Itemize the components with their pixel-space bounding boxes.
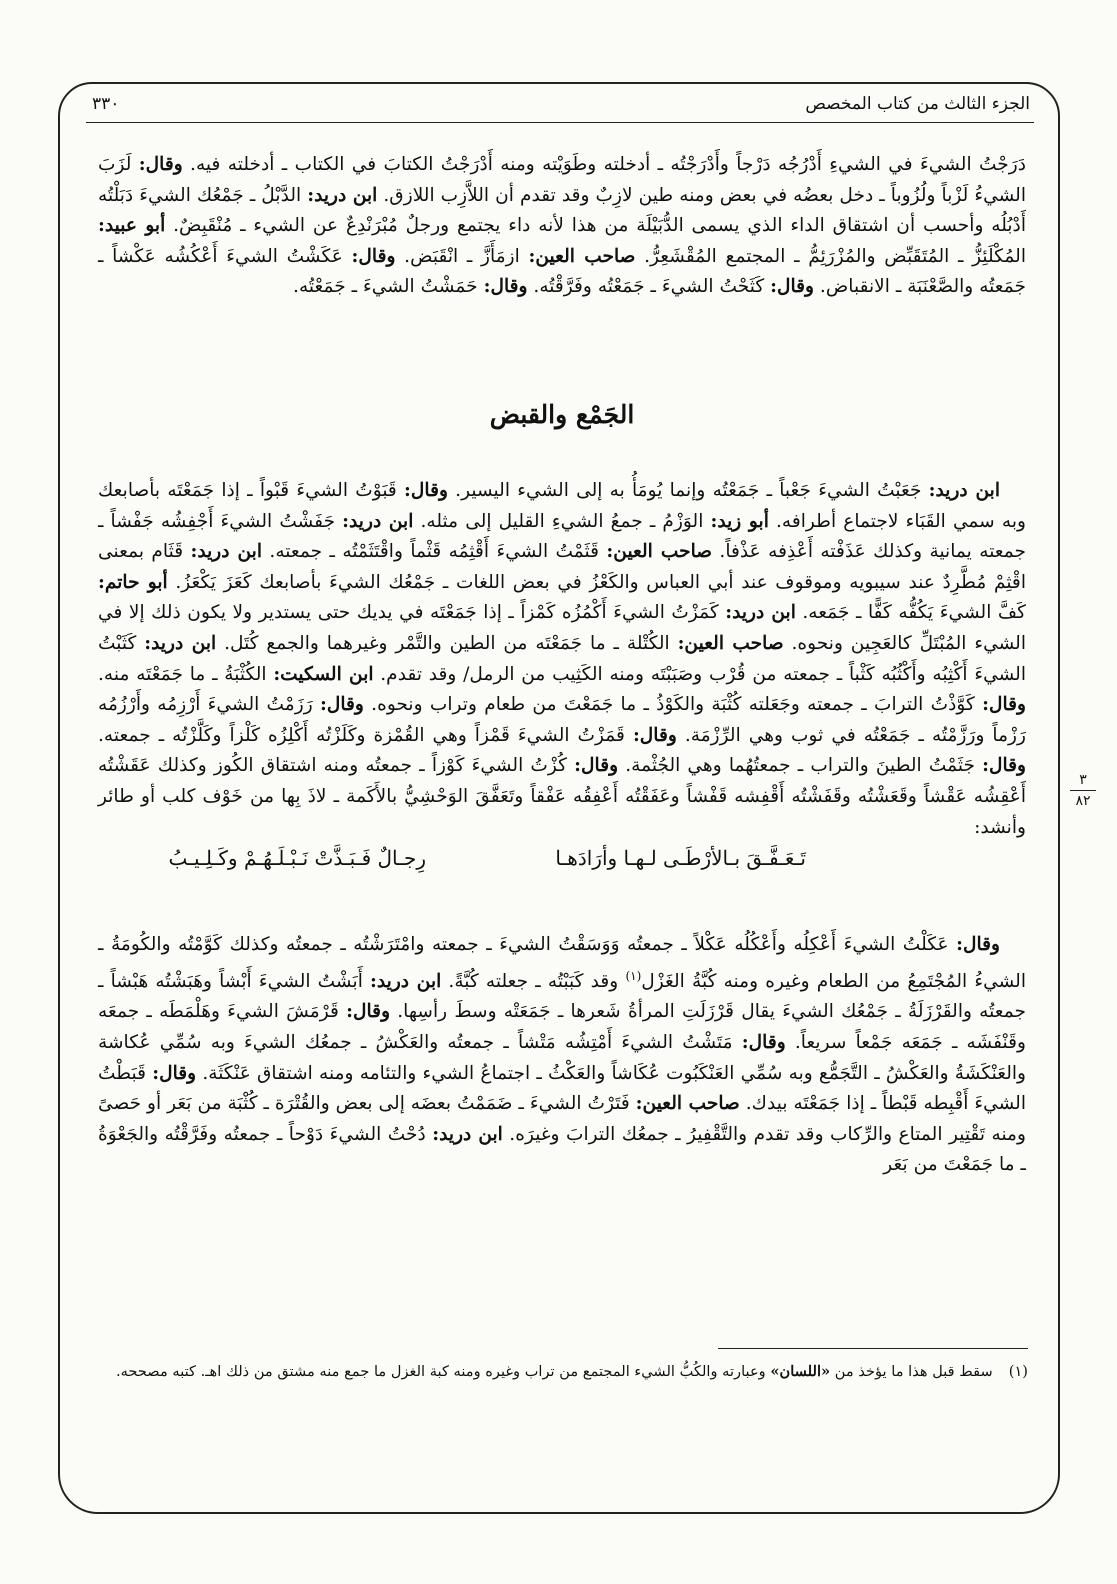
text-run: المُكْلَئِزُّ ـ المُتَقَبِّض والمُزْرَئِمُّ ـ المجتمع المُقْشَعِرُّ. bbox=[635, 245, 1027, 267]
text-run: مَتَشْتُ الشيءَ أَمْتِشُه مَتْشاً ـ جمعتُه والعَكْشُ ـ جمعُك الشيءَ وبه سُمِّي عُكاشة والعَنْكَشَةُ والعَكْشُ ـ التَّجَمُّع وبه سُمِّي العَنْكَبُوت عُكَاشاً والعَكْثُ ـ اجتماعُ الشيء والتئامه ومنه اشتقاق عَنْكَثَة. bbox=[98, 1031, 1027, 1084]
text-run: دُحْتُ الشيءَ دَوْحاً ـ جمعتُه وفَرَّقْتُه والجَعْوَةُ ـ ما جَمَعْتَ من بَعَر bbox=[98, 1123, 1026, 1176]
text-run: الكُثْبَةُ ـ ما جَمَعْتَه منه. bbox=[98, 663, 274, 685]
margin-reference bbox=[1066, 772, 1100, 809]
footnote-text-before: سقط قبل هذا ما يؤخذ من bbox=[830, 1363, 993, 1380]
text-run: قَثَمْتُ الشيءَ أَقْثِمُه قَثْماً واقْتَثَمْتُه ـ جمعته. bbox=[262, 541, 607, 563]
speaker-label: ابن دريد: bbox=[144, 632, 217, 654]
speaker-label: وقال: bbox=[741, 1031, 786, 1053]
margin-reference-bottom: ٨٢ bbox=[1075, 793, 1091, 809]
text-run: قَبَوْتُ الشيءَ قَبْواً ـ إذا جَمَعْتَه بأصابعك وبه سمي القَبَاء لاجتماع أطرافه. bbox=[98, 480, 1026, 532]
speaker-label: ابن دريد: bbox=[342, 510, 414, 532]
speaker-label: وقال: bbox=[138, 154, 183, 175]
text-run: حَمَشْتُ الشيءَ ـ جَمَعْتُه. bbox=[293, 276, 484, 298]
text-run: الوَزْمُ ـ جمعُ الشيءِ القليل إلى مثله. bbox=[413, 510, 711, 532]
footnote-source: «اللسان» bbox=[770, 1363, 831, 1380]
speaker-label: وقال: bbox=[982, 694, 1026, 716]
text-run: كَمَزْتُ الشيءَ أَكْمُزُه كَمْزاً ـ إذا جَمَعْتَه في يديك حتى يستدير ولا يكون ذلك إلا في الشيء المُبْتَلِّ كالعَجِين ونحوه. bbox=[98, 602, 1026, 654]
margin-reference-rule bbox=[1070, 790, 1096, 791]
footnote-number: (١) bbox=[1008, 1363, 1028, 1380]
text-run: كَثَبْتُ الشيءَ أَكْثِبُه وأَكْثُبُه كَثْباً ـ جمعته من قُرْب وصَبَبْتَه ومنه الكَثِيب من الرمل/ وقد تقدم. bbox=[98, 632, 1026, 685]
paragraph-3 bbox=[98, 930, 1026, 1181]
speaker-label: ابن دريد: bbox=[432, 1123, 503, 1145]
section-heading: الجَمْع والقبض bbox=[489, 400, 635, 429]
speaker-label: صاحب العين: bbox=[677, 632, 784, 654]
page-number: ٣٣٠ bbox=[92, 94, 120, 114]
footnote bbox=[98, 1360, 1028, 1384]
text-run: أَبَشْتُ الشيءَ أَبْشاً وهَبَشْتُه هَبْشاً ـ جمعتُه والقَرْزَلَةُ ـ جَمْعُك الشيءَ يقال قَرْزَلَتِ المرأةُ شَعرها ـ جَمَعَتْه وسطَ رأسِها. bbox=[98, 970, 1026, 1023]
text-run: فَتَرْتُ الشيءَ ـ ضَمَمْتُ بعضَه إلى بعض والقُتْرَة ـ كُثْبَة من بَعَر أو حَصىً ومنه تَقْتِير المتاع والرِّكاب وقد تقدم والتَّقْفِيرُ ـ جمعُك الترابَ وغيرَه. bbox=[98, 1093, 1026, 1145]
speaker-label: وقال: bbox=[320, 694, 364, 716]
text-run: قَمَزْتُ الشيءَ قَمْزاً وهي القُمْزة وكَلَزْتُه أَكْلِزُه كَلْزاً وكَلَّزْتُه ـ جمعته. bbox=[98, 724, 633, 746]
text-run: قَبَطْتُ الشيءَ أَقْبِطه قَبْطاً ـ إذا جَمَعْتَه بيدك. bbox=[98, 1062, 1026, 1115]
text-run: كَفَّ الشيءَ يَكُفُّه كَفًّا ـ جَمَعه. bbox=[795, 602, 1026, 624]
speaker-label: وقال: bbox=[483, 276, 528, 298]
text-run: وقد كَبَبْتُه ـ جعلته كُبَّةً. bbox=[441, 970, 626, 992]
speaker-label: وقال: bbox=[404, 480, 448, 501]
speaker-label: وقال: bbox=[632, 724, 677, 746]
speaker-label: وقال: bbox=[982, 755, 1026, 777]
speaker-label: وقال: bbox=[770, 276, 814, 298]
speaker-label: وقال: bbox=[152, 1062, 197, 1084]
running-title: الجزء الثالث من كتاب المخصص bbox=[805, 94, 1030, 114]
speaker-label: وقال: bbox=[346, 1001, 391, 1023]
text-run: الكُتْلة ـ ما جَمَعْتَه من الطين والتَّمْر وغيرهما والجمع كُتَل. bbox=[216, 632, 678, 654]
text-run: كُزْتُ الشيءَ كَوْزاً ـ جمعتُه ومنه اشتقاق الكُوز وكذلك عَقَشْتُه أَعْقِشُه عَقْشاً وقَعَشْتُه وقَفَشْتُه أَقْفِشه قَفْشاً وعَفَقْتُه أَعْفِقُه عَفْقاً وتَعَفَّقَ الوَحْشِيُّ بالأَكَمة ـ لاذَ بِها من خَوْف كلب أو طائر وأنشد: bbox=[98, 755, 1026, 838]
text-run: الدَّبْلُ ـ جَمْعُك الشيءَ دَبَلْتُه أَدْبُلُه وأحسب أن اشتقاق الداء الذي يسمى الدُّبَيْلَة من هذا لأنه داء يجتمع ورجلٌ مُبْرَنْدِعٌ عن الشيء ـ مُنْقَبِضٌ. bbox=[98, 184, 1026, 237]
speaker-label: ابن دريد: bbox=[190, 541, 263, 563]
text-run: قَرْمَشَ الشيءَ وهَلْمَطَه ـ جمعَه وقَنْفَشَه ـ جَمَعَه جَمْعاً سريعاً. bbox=[98, 1001, 1026, 1053]
text-run: عَكَشْتُ الشيءَ أَعْكُشُه عَكْشاً ـ جَمَعتُه والصَّعْنَبَة ـ الانقباض. bbox=[98, 245, 1026, 298]
text-run: رَزَمْتُ الشيءَ أَرْزِمُه وأَرْزُمُه رَزْماً ورَزَّمْتُه ـ جَمَعْتُه في ثوب وهي الرِّزْمَة. bbox=[98, 694, 1026, 746]
speaker-label: أبو عبيد: bbox=[98, 215, 166, 237]
verse-hemistich-2: رِجـالٌ فَـبَـذَّتْ نَـبْـلَـهُـمْ وكَـلِـيـبُ bbox=[168, 846, 426, 870]
text-run: جَعَبْتُ الشيءَ جَعْباً ـ جَمَعْتُه وإنما يُومَأُ به إلى الشيء اليسير. bbox=[447, 480, 929, 501]
speaker-label: أبو حاتم: bbox=[98, 571, 168, 593]
footnote-separator bbox=[718, 1348, 1028, 1349]
text-run: عَكَلْتُ الشيءَ أَعْكِلُه وأَعْكُلُه عَكْلاً ـ جمعتُه وَوَسَقْتُ الشيءَ ـ جمعته وامْتَرَشْتُه ـ جمعتُه وكذلك كَوَّمْتُه والكُومَةُ ـ الشيءُ المُجْتَمِعُ من الطعام وغيره ومنه كُبَّةُ الغَزْل bbox=[98, 934, 1026, 992]
speaker-label: أبو زيد: bbox=[710, 510, 769, 532]
text-run: كَوَّذْتُ الترابَ ـ جمعته وجَعَلته كُثْبَة والكَوْذُ ـ ما جَمَعْتَ من طعام وتراب ونحوه. bbox=[363, 694, 983, 716]
verse-hemistich-1: تَـعَـفَّـقَ بـالأرْطَـى لـهـا وأرَادَهـا bbox=[555, 846, 806, 870]
speaker-label: ابن دريد: bbox=[928, 480, 1000, 501]
verse-line bbox=[98, 846, 1026, 882]
speaker-label: وقال: bbox=[956, 934, 1000, 955]
text-run: جَفَشْتُ الشيءَ أَجْفِشُه جَفْشاً ـ جمعته يمانية وكذلك عَذَفْته أَعْذِفه عَذْفاً. bbox=[98, 510, 1027, 563]
speaker-label: صاحب العين: bbox=[606, 541, 713, 563]
footnote-text-after: وعبارته والكُبُّ الشيء المجتمع من تراب وغيره ومنه كبة الغزل ما جمع منه مشتق من ذلك اهـ. كتبه مصححه. bbox=[116, 1363, 771, 1380]
speaker-label: ابن دريد: bbox=[370, 970, 442, 992]
speaker-label: وقال: bbox=[574, 755, 619, 777]
text-run: جَثَمْتُ الطينَ والتراب ـ جمعتُهُما وهي الجُثْمة. bbox=[618, 755, 983, 777]
speaker-label: صاحب العين: bbox=[635, 1093, 740, 1115]
speaker-label: ابن دريد: bbox=[725, 602, 796, 624]
paragraph-2 bbox=[98, 476, 1026, 843]
paragraph-1 bbox=[98, 150, 1026, 303]
speaker-label: وقال: bbox=[351, 245, 396, 267]
margin-reference-top: ٣ bbox=[1079, 772, 1087, 788]
text-run: كَثَحْتُ الشيءَ ـ جَمَعْتُه وفَرَّقْتُه. bbox=[527, 276, 771, 298]
text-run: ازمَأَزَّ ـ انْقَبَض. bbox=[395, 245, 529, 267]
speaker-label: ابن دريد: bbox=[307, 184, 378, 206]
text-run: لَزَبَ الشيءُ لَزْباً ولُزُوباً ـ دخل بعضُه في بعض ومنه طين لازِبٌ وقد تقدم أن اللاَّزِب اللازق. bbox=[98, 154, 1027, 206]
speaker-label: ابن السكيت: bbox=[273, 663, 374, 685]
text-run: قَثَام بمعنى اقْثِمْ مُطَّرِدٌ عند سيبويه وموقوف عند أبي العباس والكَعْزُ في بعض اللغات ـ جَمْعُك الشيءَ بأصابعك كَعَزَ يَكْعَزُ. bbox=[98, 541, 1026, 593]
text-run: دَرَجْتُ الشيءَ في الشيءِ أَدْرُجُه دَرْجاً وأَدْرَجْتُه ـ أدخلته وطَوَيْته ومنه أَدْرَجْتُ الكتابَ في الكتاب ـ أدخلته فيه. bbox=[182, 154, 1026, 175]
speaker-label: صاحب العين: bbox=[528, 245, 636, 267]
footnote-marker: (١) bbox=[625, 968, 642, 983]
page-header bbox=[86, 92, 1034, 123]
